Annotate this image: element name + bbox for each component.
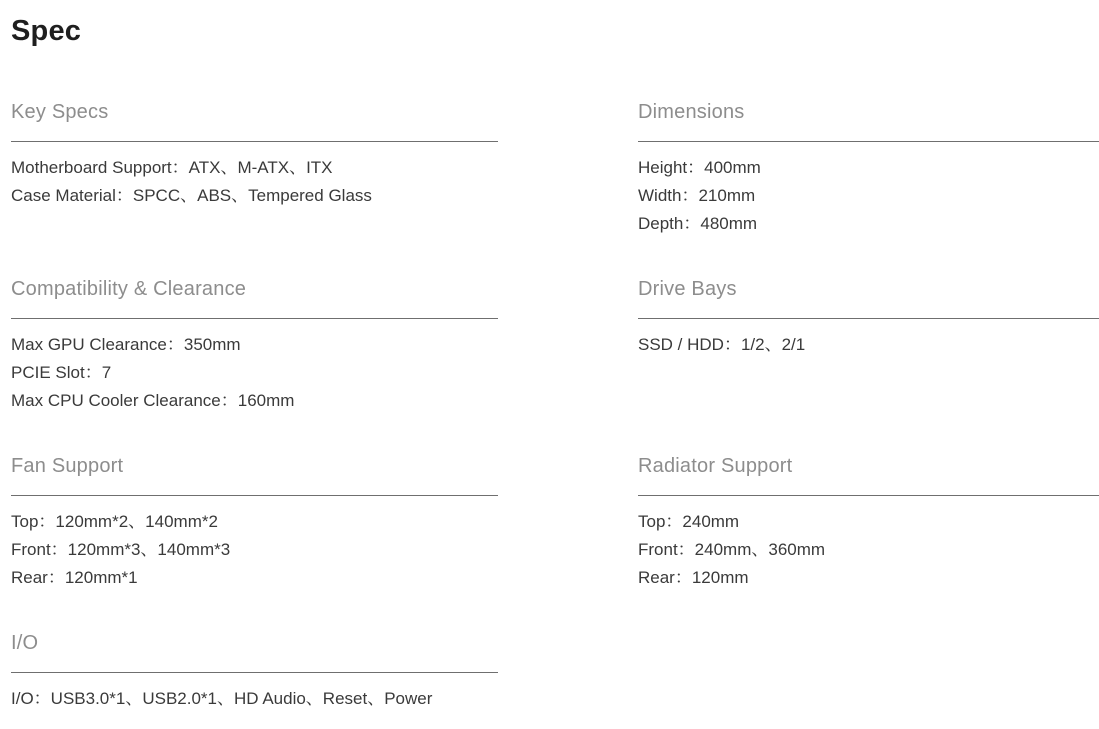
spec-line: Width：210mm <box>638 186 756 205</box>
spec-line: Motherboard Support：ATX、M-ATX、ITX <box>11 158 333 177</box>
spec-line: Top：240mm <box>638 512 740 531</box>
spec-line: Top：120mm*2、140mm*2 <box>11 512 218 531</box>
spec-line: PCIE Slot：7 <box>11 363 112 382</box>
section-title: Fan Support <box>11 455 124 477</box>
section-title: Radiator Support <box>638 455 793 477</box>
spec-line: Case Material：SPCC、ABS、Tempered Glass <box>11 186 372 205</box>
spec-line: Depth：480mm <box>638 214 758 233</box>
spec-line: I/O：USB3.0*1、USB2.0*1、HD Audio、Reset、Power <box>11 689 433 708</box>
spec-line: Max GPU Clearance：350mm <box>11 335 241 354</box>
spec-grid <box>11 99 1099 713</box>
section-title: Key Specs <box>11 101 109 123</box>
section-io <box>11 630 498 713</box>
section-drive-bays <box>638 276 1099 453</box>
section-items <box>11 319 498 415</box>
spec-line: Front：240mm、360mm <box>638 540 826 559</box>
section-dimensions <box>638 99 1099 276</box>
spec-line: Front：120mm*3、140mm*3 <box>11 540 231 559</box>
section-items <box>11 673 498 713</box>
spec-line: SSD / HDD：1/2、2/1 <box>638 335 806 354</box>
section-title: Drive Bays <box>638 278 737 300</box>
section-radiator-support <box>638 453 1099 630</box>
section-items <box>638 319 1099 359</box>
section-items <box>11 496 498 592</box>
section-items <box>11 142 498 210</box>
spec-line: Height：400mm <box>638 158 761 177</box>
spec-line: Rear：120mm <box>638 568 749 587</box>
section-compatibility-clearance <box>11 276 498 453</box>
section-items <box>638 496 1099 592</box>
spec-line: Max CPU Cooler Clearance：160mm <box>11 391 295 410</box>
section-title: Compatibility & Clearance <box>11 278 247 300</box>
section-key-specs <box>11 99 498 276</box>
page-title: Spec <box>11 15 82 47</box>
section-title: Dimensions <box>638 101 745 123</box>
spec-line: Rear：120mm*1 <box>11 568 138 587</box>
section-items <box>638 142 1099 238</box>
section-title: I/O <box>11 632 39 654</box>
section-fan-support <box>11 453 498 630</box>
